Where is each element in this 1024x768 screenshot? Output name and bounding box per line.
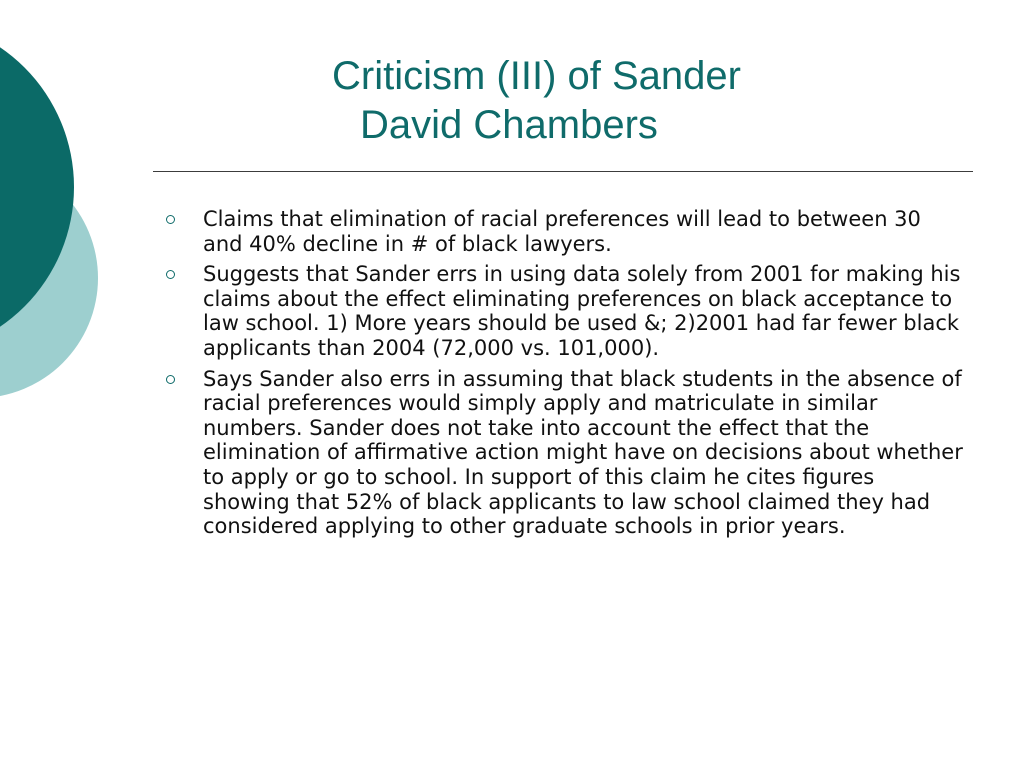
bullet-text: Says Sander also errs in assuming that black students in the absence of racial preferences would simply apply and matriculate in similar numbers. Sander does not take into account the effect that the elimination of affirmative action might have on decisions about whether to apply or go to school. In support of this claim he cites figures showing that 52% of black applicants to law school claimed they had considered applying to other graduate schools in prior years.: [203, 366, 963, 539]
bullet-text: Claims that elimination of racial preferences will lead to between 30 and 40% decline in # of black lawyers.: [203, 207, 921, 256]
hollow-circle-icon: [166, 215, 175, 224]
title-line-1: Criticism (III) of Sander: [332, 54, 741, 98]
hollow-circle-icon: [166, 270, 175, 279]
bullet-text: Suggests that Sander errs in using data solely from 2001 for making his claims about the effect eliminating preferences on black acceptance to law school. 1) More years should be used &; 2)2001 had far fewer black applicants than 2004 (72,000 vs. 101,000).: [203, 262, 961, 360]
bullet-item: [166, 367, 966, 539]
bullet-list: [166, 207, 966, 545]
title-divider: [153, 171, 973, 172]
slide-title: [150, 52, 980, 150]
bullet-item: [166, 262, 966, 360]
bullet-item: [166, 207, 966, 256]
title-line-2: David Chambers: [360, 103, 658, 147]
hollow-circle-icon: [166, 375, 175, 384]
